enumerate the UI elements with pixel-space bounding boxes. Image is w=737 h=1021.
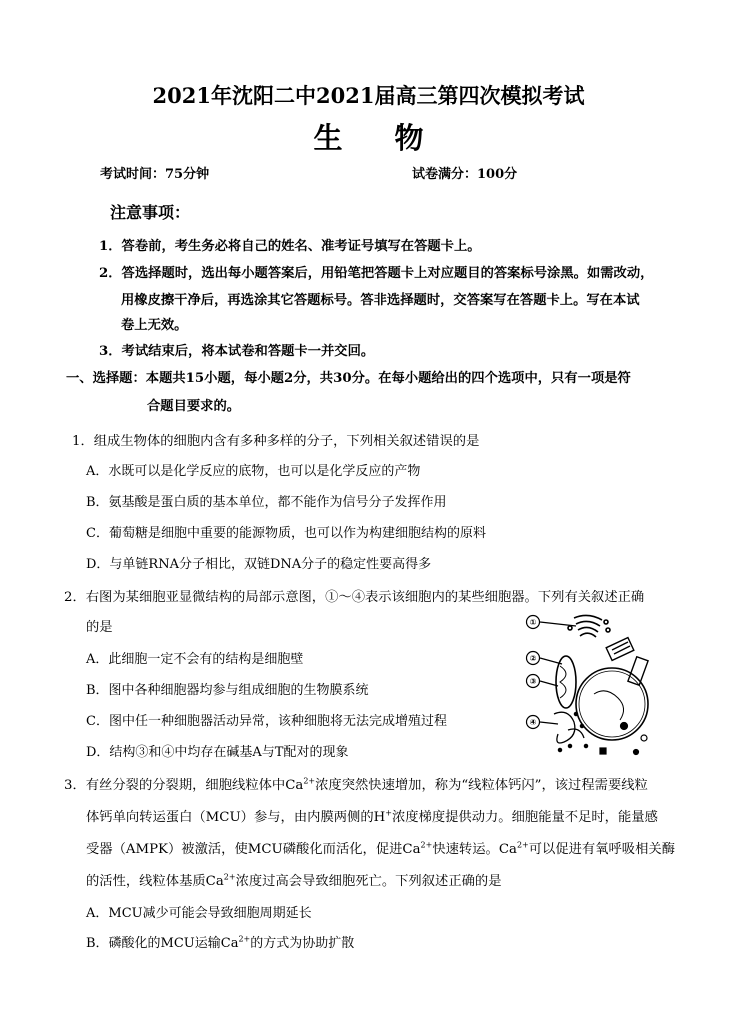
q2-option-c: C．图中任一种细胞器活动异常，该种细胞将无法完成增殖过程 (86, 714, 447, 729)
q1-option-b: B．氨基酸是蛋白质的基本单位，都不能作为信号分子发挥作用 (86, 495, 447, 510)
notice-item-2-line-2: 用橡皮擦干净后，再选涂其它答题标号。答非选择题时，交答案写在答题卡上。写在本试 (121, 293, 640, 308)
cell-nucleus (576, 668, 648, 740)
q2-stem-cont: 的是 (86, 620, 113, 635)
cell-ultrastructure-figure (524, 614, 674, 764)
q3-stem-line-4: 的活性，线粒体基质$Ca^{2+}$浓度过高会导致细胞死亡。下列叙述正确的是 (86, 872, 502, 889)
q1-option-c: C．葡萄糖是细胞中重要的能源物质，也可以作为构建细胞结构的原料 (86, 526, 486, 541)
exam-time: 考试时间：75分钟 (100, 167, 210, 182)
notice-item-2-line-3: 卷上无效。 (121, 318, 188, 333)
figure-label-3: ③ (529, 677, 537, 686)
notice-item-2-line-1: 2．答选择题时，选出每小题答案后，用铅笔把答题卡上对应题目的答案标号涂黑。如需改动， (99, 266, 654, 281)
full-score: 试卷满分：100分 (412, 167, 518, 182)
notice-heading: 注意事项： (110, 203, 191, 222)
notice-item-3: 3．考试结束后，将本试卷和答题卡一并交回。 (99, 344, 375, 359)
q2-option-b: B．图中各种细胞器均参与组成细胞的生物膜系统 (86, 683, 369, 698)
q1-option-d: D．与单链RNA分子相比，双链DNA分子的稳定性要高得多 (86, 557, 432, 572)
notice-item-1: 1．答卷前，考生务必将自己的姓名、准考证号填写在答题卡上。 (99, 239, 481, 254)
section-1-heading: 一、选择题：本题共15小题，每小题2分，共30分。在每小题给出的四个选项中，只有一项是符 (66, 371, 631, 386)
mitochondrion (556, 656, 576, 708)
figure-label-1: ① (529, 618, 537, 627)
q3-option-a: A．MCU减少可能会导致细胞周期延长 (86, 906, 312, 921)
q3-stem-line-2: 体钙单向转运蛋白（MCU）参与，由内膜两侧的H+浓度梯度提供动力。细胞能量不足时，能量感 (86, 808, 658, 825)
q3-stem-line-1: 3．有丝分裂的分裂期，细胞线粒体中$Ca^{2+}$浓度突然快速增加，称为“线粒体钙闪”，该过程需要线粒 (64, 776, 648, 793)
q3-option-b: B．磷酸化的MCU运输$Ca^{2+}$的方式为协助扩散 (86, 934, 355, 951)
q2-option-a: A．此细胞一定不会有的结构是细胞壁 (86, 652, 304, 667)
q2-option-d: D．结构③和④中均存在碱基A与T配对的现象 (86, 745, 349, 760)
section-1-heading-cont: 合题目要求的。 (147, 399, 241, 414)
subject-title: 生物 (313, 121, 476, 155)
q1-stem: 1．组成生物体的细胞内含有多种多样的分子，下列相关叙述错误的是 (72, 434, 480, 449)
figure-label-2: ② (529, 654, 537, 663)
figure-label-4: ④ (529, 718, 537, 727)
q1-option-a: A．水既可以是化学反应的底物，也可以是化学反应的产物 (86, 464, 421, 479)
centrioles (606, 638, 648, 686)
exam-title: 2021年沈阳二中2021届高三第四次模拟考试 (152, 83, 585, 108)
q2-stem: 2．右图为某细胞亚显微结构的局部示意图，①～④表示该细胞内的某些细胞器。下列有关叙述正确 (64, 590, 645, 605)
q3-stem-line-3: 受器（AMPK）被激活，使MCU磷酸化而活化，促进$Ca^{2+}$快速转运。$Ca^{2+}$可以促进有氧呼吸相关酶 (86, 840, 675, 857)
